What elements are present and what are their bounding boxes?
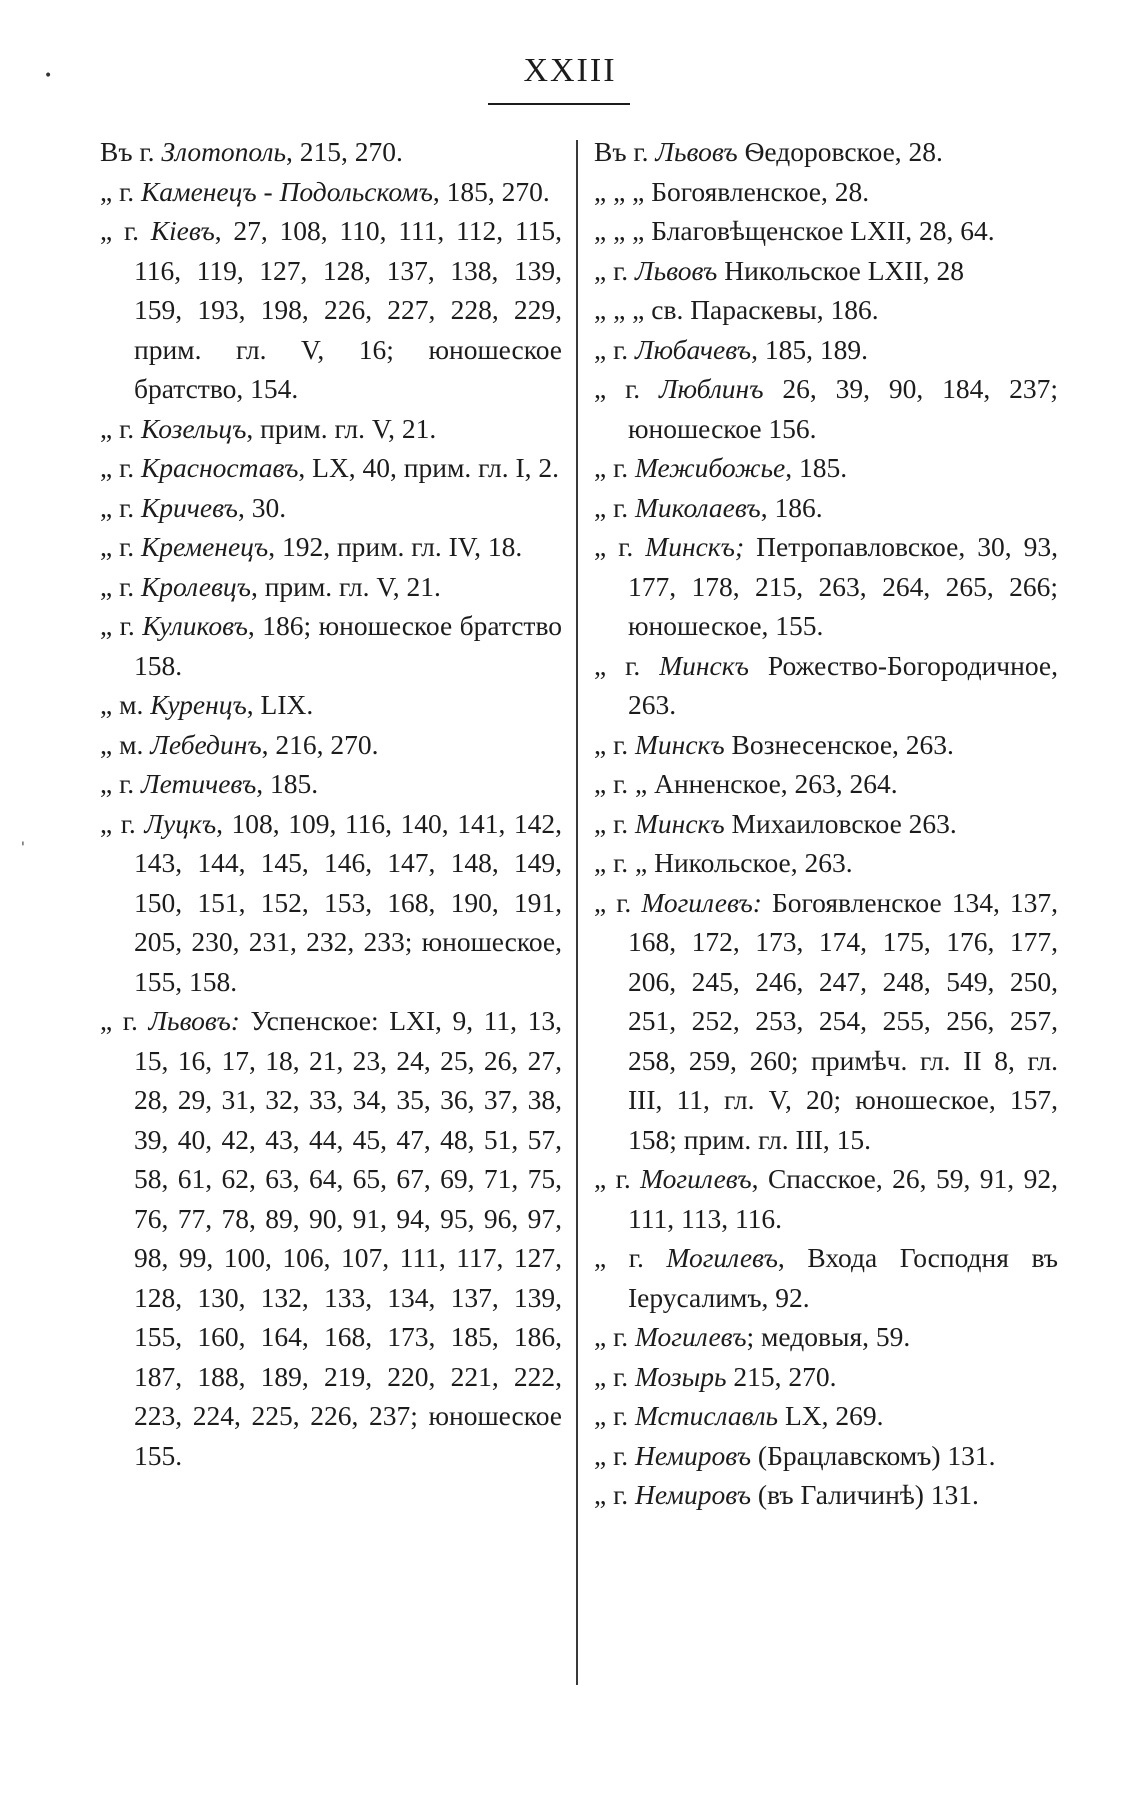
index-entry: „ г. Минскъ Михаиловское 263. xyxy=(594,807,957,839)
index-entry: „ г. Кіевъ, 27, 108, 110, 111, 112, 115, 116, 119, 127, 128, 137, 138, 139, 159, 193, 198, 226, 227, 228, 229, прим. гл. V, 16; юношеское братство, 154. xyxy=(100,215,562,404)
index-entry: „ г. Минскъ; Петропавловское, 30, 93, 177, 178, 215, 263, 264, 265, 266; юношеское, 155. xyxy=(594,531,1058,641)
index-entry: „ г. Красноставъ, LX, 40, прим. гл. I, 2. xyxy=(100,452,560,483)
index-entry: „ г. „ Никольское, 263. xyxy=(594,847,853,878)
index-entry: „ м. Лебединъ, 216, 270. xyxy=(100,728,379,760)
index-entry: „ г. Луцкъ, 108, 109, 116, 140, 141, 142, 143, 144, 145, 146, 147, 148, 149, 150, 151, 152, 153, 168, 190, 191, 205, 230, 231, 232, 233; юношеское, 155, 158. xyxy=(100,807,563,997)
index-entry: „ г. Миколаевъ, 186. xyxy=(594,491,823,523)
column-divider xyxy=(576,140,578,1685)
index-entry: „ „ „ Благовѣщенское LXII, 28, 64. xyxy=(594,215,995,246)
index-entry: „ г. Летичевъ, 185. xyxy=(100,768,319,799)
index-entry: „ г. Немировъ (въ Галичинѣ) 131. xyxy=(594,1479,979,1510)
index-entry: „ м. Куренцъ, LIX. xyxy=(100,689,314,720)
stray-mark: ' xyxy=(21,840,25,856)
index-entry: „ г. Минскъ Вознесенское, 263. xyxy=(594,728,954,760)
index-entry: „ г. Люблинъ 26, 39, 90, 184, 237; юношеское 156. xyxy=(594,373,1058,444)
page-number: XXIII xyxy=(523,52,617,89)
index-entry: „ г. Любачевъ, 185, 189. xyxy=(594,333,868,365)
index-entry: „ г. Могилевъ; медовыя, 59. xyxy=(594,1321,911,1352)
index-entry: „ г. Кричевъ, 30. xyxy=(100,491,287,523)
index-entry: „ „ „ св. Параскевы, 186. xyxy=(594,294,879,325)
stray-mark: • xyxy=(44,68,53,84)
index-entry: „ г. Мозырь 215, 270. xyxy=(594,1360,837,1392)
index-column-right xyxy=(594,132,1058,1515)
index-entry: „ г. Немировъ (Брацлавскомъ) 131. xyxy=(594,1439,996,1471)
index-entry: „ г. Каменецъ - Подольскомъ, 185, 270. xyxy=(100,175,550,207)
index-entry: „ г. Могилевъ, Входа Господня въ Іерусалимъ, 92. xyxy=(594,1242,1059,1313)
index-entry: „ г. Львовъ: Успенское: LXI, 9, 11, 13, 15, 16, 17, 18, 21, 23, 24, 25, 26, 27, 28, 29, 31, 32, 33, 34, 35, 36, 37, 38, 39, 40, 42, 43, 44, 45, 47, 48, 51, 57, 58, 61, 62, 63, 64, 65, 67, 69, 71, 75, 76, 77, 78, 89, 90, 91, 94, 95, 96, 97, 98, 99, 100, 106, 107, 111, 117, 127, 128, 130, 132, 133, 134, 137, 139, 155, 160, 164, 168, 173, 185, 186, 187, 188, 189, 219, 220, 221, 222, 223, 224, 225, 226, 237; юношеское 155. xyxy=(100,1005,562,1471)
index-entry: Въ г. Злотополь, 215, 270. xyxy=(100,136,403,167)
page-number-rule xyxy=(488,103,630,105)
index-entry: „ г. Минскъ Рожество-Богородичное, 263. xyxy=(594,649,1058,720)
index-entry: „ г. Львовъ Никольское LXII, 28 xyxy=(594,254,964,286)
index-entry: „ г. Мстиславль LX, 269. xyxy=(594,1400,884,1431)
index-entry: „ г. Могилевъ: Богоявленское 134, 137, 168, 172, 173, 174, 175, 176, 177, 206, 245, 246, 247, 248, 549, 250, 251, 252, 253, 254, 255, 256, 257, 258, 259, 260; примѣч. гл. II 8, гл. III, 11, гл. V, 20; юношеское, 157, 158; прим. гл. III, 15. xyxy=(594,886,1058,1155)
index-entry: Въ г. Львовъ Ѳедоровское, 28. xyxy=(594,136,943,167)
index-entry: „ г. Межибожье, 185. xyxy=(594,452,848,483)
index-entry: „ г. Кременецъ, 192, прим. гл. IV, 18. xyxy=(100,531,523,562)
index-entry: „ г. Козельцъ, прим. гл. V, 21. xyxy=(100,412,437,444)
index-entry: „ г. „ Анненское, 263, 264. xyxy=(594,768,898,799)
index-entry: „ г. Куликовъ, 186; юношеское братство 158. xyxy=(100,610,563,681)
index-entry: „ г. Кролевцъ, прим. гл. V, 21. xyxy=(100,570,441,602)
index-column-left xyxy=(100,132,562,1475)
index-entry: „ „ „ Богоявленское, 28. xyxy=(594,175,870,207)
index-entry: „ г. Могилевъ, Спасское, 26, 59, 91, 92, 111, 113, 116. xyxy=(594,1163,1058,1234)
